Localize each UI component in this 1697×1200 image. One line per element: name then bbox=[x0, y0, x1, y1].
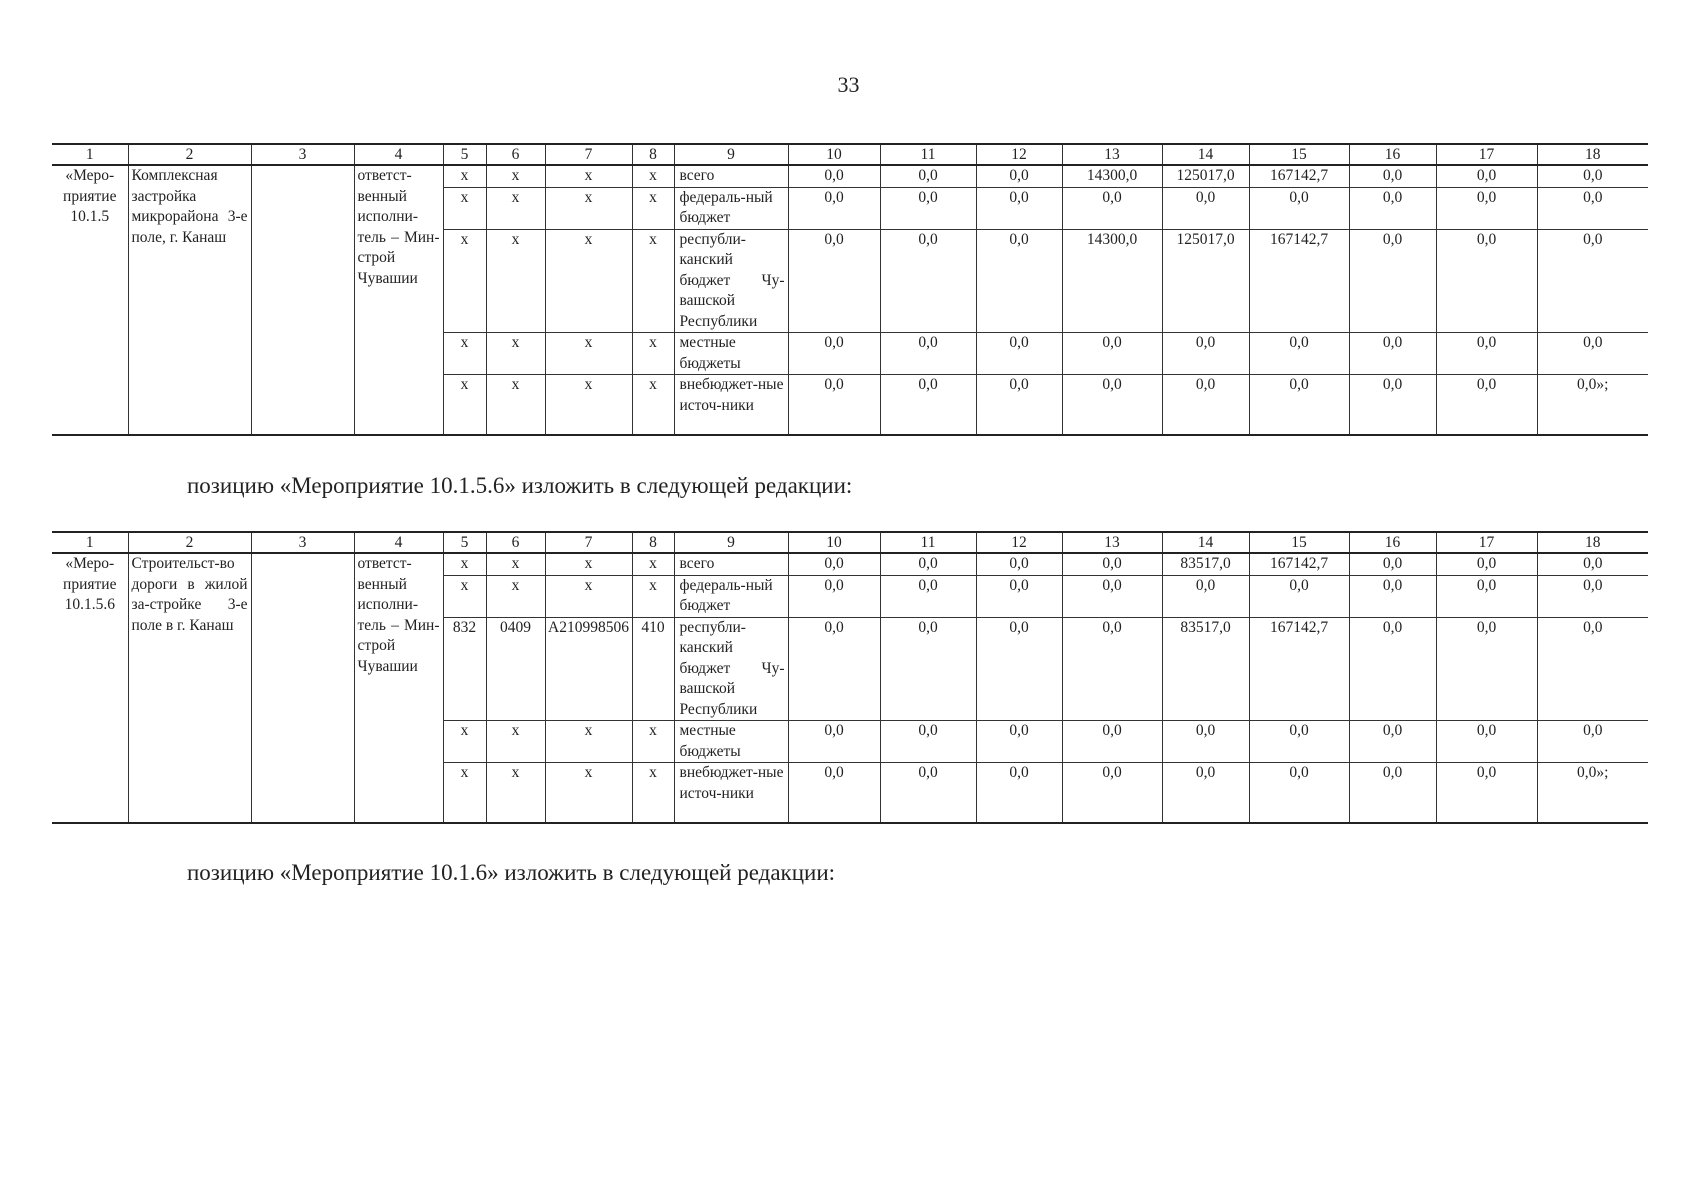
amount-cell: 0,0 bbox=[880, 229, 976, 333]
event-name-cell: Строительст-во дороги в жилой за-стройке 3-е поле в г. Канаш bbox=[128, 553, 251, 823]
amount-cell: 0,0 bbox=[1349, 229, 1436, 333]
column-number-cell: 2 bbox=[128, 532, 251, 553]
column-number-cell: 6 bbox=[486, 144, 545, 165]
amount-cell: 0,0 bbox=[1162, 763, 1249, 823]
event-name-cell: Комплексная застройка микрорайона 3-е поле, г. Канаш bbox=[128, 165, 251, 435]
column-number-cell: 15 bbox=[1249, 144, 1349, 165]
instruction-text: позицию «Мероприятие 10.1.5.6» изложить в следующей редакции: bbox=[187, 473, 853, 498]
code-cell: х bbox=[486, 229, 545, 333]
amount-cell: 0,0 bbox=[976, 721, 1062, 763]
amount-cell: 0,0 bbox=[788, 229, 880, 333]
code-cell: х bbox=[443, 333, 486, 375]
column-number-cell: 1 bbox=[52, 532, 128, 553]
amount-cell: 0,0 bbox=[1349, 763, 1436, 823]
amount-cell: 0,0 bbox=[1062, 187, 1162, 229]
amount-cell: 0,0 bbox=[1349, 375, 1436, 435]
amount-cell: 0,0 bbox=[1349, 165, 1436, 187]
amount-cell: 0,0 bbox=[1349, 553, 1436, 575]
amount-cell: 0,0 bbox=[1436, 553, 1537, 575]
amount-cell: 0,0 bbox=[788, 575, 880, 617]
amount-cell: 0,0 bbox=[976, 187, 1062, 229]
amount-cell: 0,0 bbox=[976, 375, 1062, 435]
budget-table-10-1-5 bbox=[52, 143, 1648, 436]
code-cell: х bbox=[545, 187, 632, 229]
amount-cell: 0,0 bbox=[880, 333, 976, 375]
column-number-cell: 1 bbox=[52, 144, 128, 165]
amount-cell: 0,0 bbox=[1537, 229, 1648, 333]
code-cell: 0409 bbox=[486, 617, 545, 721]
code-cell: х bbox=[545, 553, 632, 575]
amount-cell: 83517,0 bbox=[1162, 553, 1249, 575]
amount-cell: 0,0 bbox=[1349, 617, 1436, 721]
amount-cell: 0,0 bbox=[1162, 721, 1249, 763]
amount-cell: 125017,0 bbox=[1162, 229, 1249, 333]
code-cell: х bbox=[486, 187, 545, 229]
amount-cell: 0,0 bbox=[880, 165, 976, 187]
column-number-cell: 10 bbox=[788, 144, 880, 165]
code-cell: х bbox=[443, 375, 486, 435]
amount-cell: 0,0 bbox=[880, 575, 976, 617]
amount-cell: 0,0 bbox=[880, 375, 976, 435]
code-cell: х bbox=[632, 721, 674, 763]
amount-cell: 0,0 bbox=[1249, 575, 1349, 617]
amount-cell: 0,0»; bbox=[1537, 375, 1648, 435]
column-number-cell: 3 bbox=[251, 532, 354, 553]
amount-cell: 0,0 bbox=[1249, 763, 1349, 823]
funding-source-cell: всего bbox=[674, 553, 788, 575]
code-cell: х bbox=[443, 187, 486, 229]
amount-cell: 0,0 bbox=[1537, 333, 1648, 375]
code-cell: х bbox=[632, 165, 674, 187]
amount-cell: 0,0 bbox=[1062, 575, 1162, 617]
amount-cell: 0,0 bbox=[1537, 165, 1648, 187]
code-cell: х bbox=[486, 763, 545, 823]
column-number-cell: 11 bbox=[880, 144, 976, 165]
column-number-cell: 12 bbox=[976, 144, 1062, 165]
column-number-cell: 8 bbox=[632, 532, 674, 553]
table-header-row bbox=[52, 532, 1648, 553]
amount-cell: 167142,7 bbox=[1249, 229, 1349, 333]
amount-cell: 0,0 bbox=[976, 763, 1062, 823]
funding-source-cell: местные бюджеты bbox=[674, 721, 788, 763]
funding-source-cell: внебюджет-ные источ-ники bbox=[674, 763, 788, 823]
column-number-cell: 7 bbox=[545, 144, 632, 165]
code-cell: х bbox=[545, 165, 632, 187]
amount-cell: 0,0 bbox=[976, 165, 1062, 187]
amount-cell: 0,0 bbox=[1249, 721, 1349, 763]
code-cell: х bbox=[486, 165, 545, 187]
amount-cell: 0,0 bbox=[1249, 375, 1349, 435]
column-number-cell: 7 bbox=[545, 532, 632, 553]
funding-source-cell: местные бюджеты bbox=[674, 333, 788, 375]
code-cell: х bbox=[545, 721, 632, 763]
column-number-cell: 15 bbox=[1249, 532, 1349, 553]
amount-cell: 167142,7 bbox=[1249, 617, 1349, 721]
column-number-cell: 6 bbox=[486, 532, 545, 553]
column-number-cell: 13 bbox=[1062, 144, 1162, 165]
amount-cell: 0,0 bbox=[880, 553, 976, 575]
code-cell: х bbox=[486, 333, 545, 375]
amount-cell: 0,0 bbox=[880, 187, 976, 229]
code-cell: х bbox=[632, 575, 674, 617]
column-number-cell: 17 bbox=[1436, 144, 1537, 165]
table-body bbox=[52, 553, 1648, 823]
code-cell: A210998506 bbox=[545, 617, 632, 721]
amount-cell: 0,0 bbox=[1162, 333, 1249, 375]
budget-table-10-1-5-6 bbox=[52, 531, 1648, 824]
executor-cell: ответст-венный исполни-тель – Мин-строй Чувашии bbox=[354, 165, 443, 435]
code-cell: 410 bbox=[632, 617, 674, 721]
column-number-cell: 9 bbox=[674, 144, 788, 165]
code-cell: х bbox=[443, 763, 486, 823]
amount-cell: 0,0 bbox=[1062, 333, 1162, 375]
funding-source-cell: внебюджет-ные источ-ники bbox=[674, 375, 788, 435]
column-number-cell: 3 bbox=[251, 144, 354, 165]
empty-cell bbox=[251, 553, 354, 823]
amount-cell: 14300,0 bbox=[1062, 229, 1162, 333]
column-number-cell: 17 bbox=[1436, 532, 1537, 553]
amount-cell: 0,0 bbox=[1537, 575, 1648, 617]
amount-cell: 0,0 bbox=[1062, 721, 1162, 763]
amount-cell: 0,0 bbox=[880, 721, 976, 763]
code-cell: х bbox=[486, 375, 545, 435]
amount-cell: 0,0 bbox=[788, 721, 880, 763]
amount-cell: 0,0 bbox=[976, 553, 1062, 575]
funding-source-cell: республи-канский бюджет Чу-вашской Республики bbox=[674, 617, 788, 721]
amount-cell: 0,0 bbox=[788, 375, 880, 435]
column-number-cell: 16 bbox=[1349, 532, 1436, 553]
amount-cell: 0,0 bbox=[1062, 553, 1162, 575]
amount-cell: 0,0 bbox=[1537, 553, 1648, 575]
amount-cell: 0,0 bbox=[1162, 187, 1249, 229]
column-number-cell: 16 bbox=[1349, 144, 1436, 165]
column-number-cell: 9 bbox=[674, 532, 788, 553]
amount-cell: 0,0 bbox=[1249, 333, 1349, 375]
amount-cell: 14300,0 bbox=[1062, 165, 1162, 187]
amount-cell: 0,0 bbox=[880, 617, 976, 721]
code-cell: х bbox=[632, 763, 674, 823]
funding-source-cell: всего bbox=[674, 165, 788, 187]
column-number-cell: 12 bbox=[976, 532, 1062, 553]
amount-cell: 0,0 bbox=[1436, 229, 1537, 333]
column-number-cell: 11 bbox=[880, 532, 976, 553]
event-number-cell: «Меро-приятие 10.1.5 bbox=[52, 165, 128, 435]
table-header-row bbox=[52, 144, 1648, 165]
code-cell: х bbox=[545, 763, 632, 823]
code-cell: х bbox=[486, 553, 545, 575]
code-cell: х bbox=[486, 575, 545, 617]
column-number-cell: 18 bbox=[1537, 144, 1648, 165]
code-cell: х bbox=[443, 575, 486, 617]
amount-cell: 0,0 bbox=[880, 763, 976, 823]
code-cell: х bbox=[443, 165, 486, 187]
funding-source-cell: федераль-ный бюджет bbox=[674, 187, 788, 229]
column-number-cell: 4 bbox=[354, 532, 443, 553]
column-number-cell: 14 bbox=[1162, 144, 1249, 165]
amount-cell: 167142,7 bbox=[1249, 165, 1349, 187]
code-cell: х bbox=[443, 721, 486, 763]
amount-cell: 0,0 bbox=[1162, 375, 1249, 435]
code-cell: х bbox=[632, 375, 674, 435]
amount-cell: 0,0 bbox=[1349, 333, 1436, 375]
code-cell: х bbox=[632, 229, 674, 333]
instruction-text: позицию «Мероприятие 10.1.6» изложить в следующей редакции: bbox=[187, 860, 836, 885]
code-cell: х bbox=[443, 553, 486, 575]
amount-cell: 0,0 bbox=[976, 229, 1062, 333]
amount-cell: 125017,0 bbox=[1162, 165, 1249, 187]
code-cell: 832 bbox=[443, 617, 486, 721]
amount-cell: 0,0 bbox=[1062, 617, 1162, 721]
amount-cell: 0,0 bbox=[1436, 333, 1537, 375]
amount-cell: 0,0 bbox=[1249, 187, 1349, 229]
column-number-cell: 5 bbox=[443, 532, 486, 553]
amount-cell: 0,0 bbox=[1537, 721, 1648, 763]
executor-cell: ответст-венный исполни-тель – Мин-строй Чувашии bbox=[354, 553, 443, 823]
amount-cell: 0,0 bbox=[1162, 575, 1249, 617]
amount-cell: 0,0 bbox=[1436, 165, 1537, 187]
code-cell: х bbox=[632, 333, 674, 375]
column-number-cell: 14 bbox=[1162, 532, 1249, 553]
code-cell: х bbox=[545, 229, 632, 333]
table-row bbox=[52, 553, 1648, 575]
column-number-cell: 18 bbox=[1537, 532, 1648, 553]
funding-source-cell: федераль-ный бюджет bbox=[674, 575, 788, 617]
code-cell: х bbox=[545, 375, 632, 435]
amount-cell: 0,0»; bbox=[1537, 763, 1648, 823]
amount-cell: 0,0 bbox=[1436, 763, 1537, 823]
amount-cell: 0,0 bbox=[1436, 187, 1537, 229]
amount-cell: 0,0 bbox=[1062, 763, 1162, 823]
amount-cell: 0,0 bbox=[1349, 187, 1436, 229]
empty-cell bbox=[251, 165, 354, 435]
amount-cell: 0,0 bbox=[976, 575, 1062, 617]
amount-cell: 0,0 bbox=[1436, 375, 1537, 435]
column-number-cell: 5 bbox=[443, 144, 486, 165]
code-cell: х bbox=[632, 553, 674, 575]
amount-cell: 83517,0 bbox=[1162, 617, 1249, 721]
amount-cell: 0,0 bbox=[1436, 617, 1537, 721]
amount-cell: 0,0 bbox=[1436, 721, 1537, 763]
amount-cell: 0,0 bbox=[1537, 617, 1648, 721]
amount-cell: 0,0 bbox=[788, 333, 880, 375]
amount-cell: 167142,7 bbox=[1249, 553, 1349, 575]
funding-source-cell: республи-канский бюджет Чу-вашской Республики bbox=[674, 229, 788, 333]
code-cell: х bbox=[545, 575, 632, 617]
code-cell: х bbox=[632, 187, 674, 229]
code-cell: х bbox=[545, 333, 632, 375]
column-number-cell: 13 bbox=[1062, 532, 1162, 553]
column-number-cell: 2 bbox=[128, 144, 251, 165]
amount-cell: 0,0 bbox=[976, 333, 1062, 375]
amount-cell: 0,0 bbox=[788, 165, 880, 187]
amount-cell: 0,0 bbox=[788, 617, 880, 721]
event-number-cell: «Меро-приятие 10.1.5.6 bbox=[52, 553, 128, 823]
amount-cell: 0,0 bbox=[976, 617, 1062, 721]
column-number-cell: 4 bbox=[354, 144, 443, 165]
amount-cell: 0,0 bbox=[1436, 575, 1537, 617]
table-row bbox=[52, 165, 1648, 187]
page-number: 33 bbox=[837, 72, 860, 97]
amount-cell: 0,0 bbox=[1062, 375, 1162, 435]
code-cell: х bbox=[443, 229, 486, 333]
column-number-cell: 8 bbox=[632, 144, 674, 165]
amount-cell: 0,0 bbox=[788, 187, 880, 229]
amount-cell: 0,0 bbox=[788, 763, 880, 823]
column-number-cell: 10 bbox=[788, 532, 880, 553]
amount-cell: 0,0 bbox=[1537, 187, 1648, 229]
table-body bbox=[52, 165, 1648, 435]
amount-cell: 0,0 bbox=[1349, 721, 1436, 763]
code-cell: х bbox=[486, 721, 545, 763]
amount-cell: 0,0 bbox=[1349, 575, 1436, 617]
amount-cell: 0,0 bbox=[788, 553, 880, 575]
